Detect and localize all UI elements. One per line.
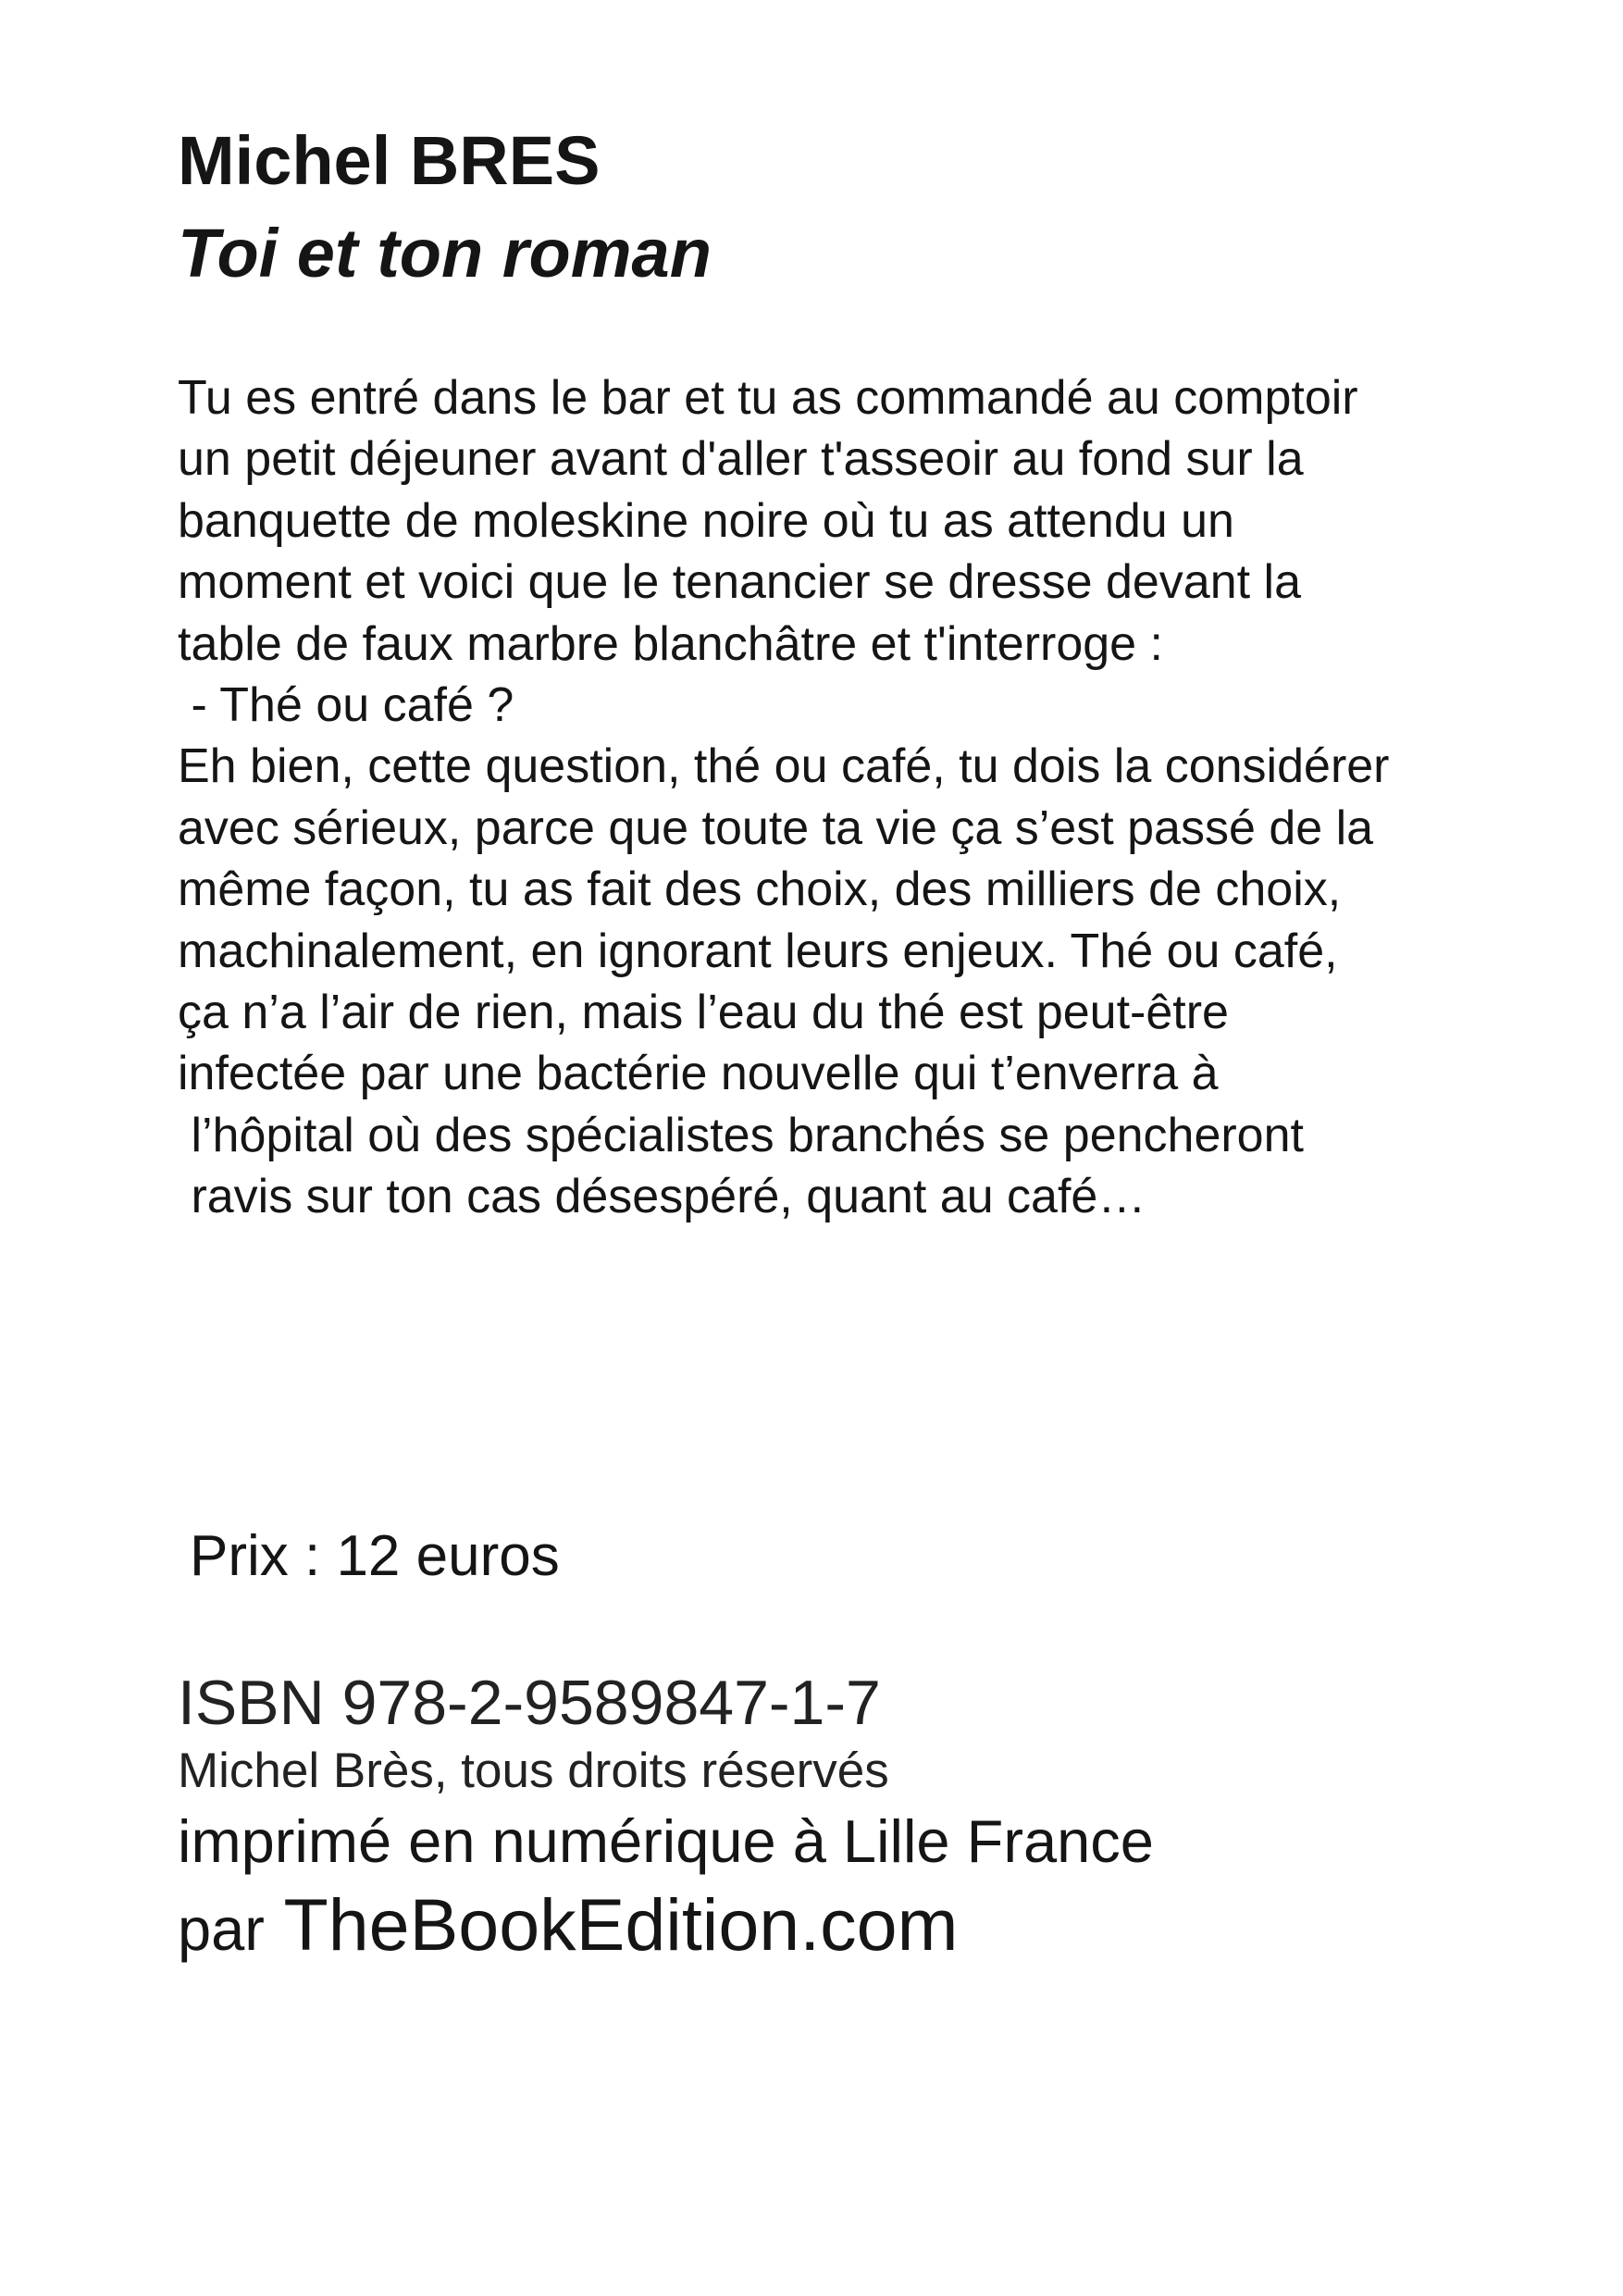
blurb-line: avec sérieux, parce que toute ta vie ça s’est passé de la bbox=[178, 800, 1374, 855]
publisher-prefix: par bbox=[178, 1895, 265, 1963]
blurb-line: même façon, tu as fait des choix, des milliers de choix, bbox=[178, 863, 1342, 917]
printing-notice: imprimé en numérique à Lille France bbox=[178, 1807, 1154, 1875]
blurb-line: Eh bien, cette question, thé ou café, tu dois la considérer bbox=[178, 739, 1390, 794]
blurb-line: infectée par une bactérie nouvelle qui t’enverra à bbox=[178, 1047, 1219, 1101]
blurb-line: Tu es entré dans le bar et tu as commandé au comptoir bbox=[178, 371, 1358, 425]
blurb-line: banquette de moleskine noire où tu as attendu un bbox=[178, 493, 1234, 548]
price: Prix : 12 euros bbox=[190, 1524, 560, 1588]
title-block bbox=[178, 115, 712, 300]
isbn: ISBN 978-2-9589847-1-7 bbox=[178, 1668, 881, 1738]
rights-notice: Michel Brès, tous droits réservés bbox=[178, 1744, 889, 1798]
blurb-line: ça n’a l’air de rien, mais l’eau du thé est peut-être bbox=[178, 986, 1229, 1040]
publisher-line bbox=[178, 1879, 958, 1976]
blurb-line: moment et voici que le tenancier se dresse devant la bbox=[178, 555, 1302, 610]
blurb-line: ravis sur ton cas désespéré, quant au café… bbox=[178, 1170, 1146, 1224]
blurb-line: table de faux marbre blanchâtre et t'interroge : bbox=[178, 616, 1163, 671]
blurb-line: un petit déjeuner avant d'aller t'asseoir au fond sur la bbox=[178, 432, 1304, 487]
blurb-line: l’hôpital où des spécialistes branchés se pencheront bbox=[178, 1108, 1304, 1162]
book-title: Toi et ton roman bbox=[178, 215, 712, 292]
publisher-name: TheBookEdition.com bbox=[283, 1883, 959, 1966]
blurb bbox=[178, 367, 1390, 1228]
author-name: Michel BRES bbox=[178, 122, 601, 199]
blurb-line: machinalement, en ignorant leurs enjeux. Thé ou café, bbox=[178, 924, 1338, 978]
blurb-line: - Thé ou café ? bbox=[178, 678, 514, 733]
